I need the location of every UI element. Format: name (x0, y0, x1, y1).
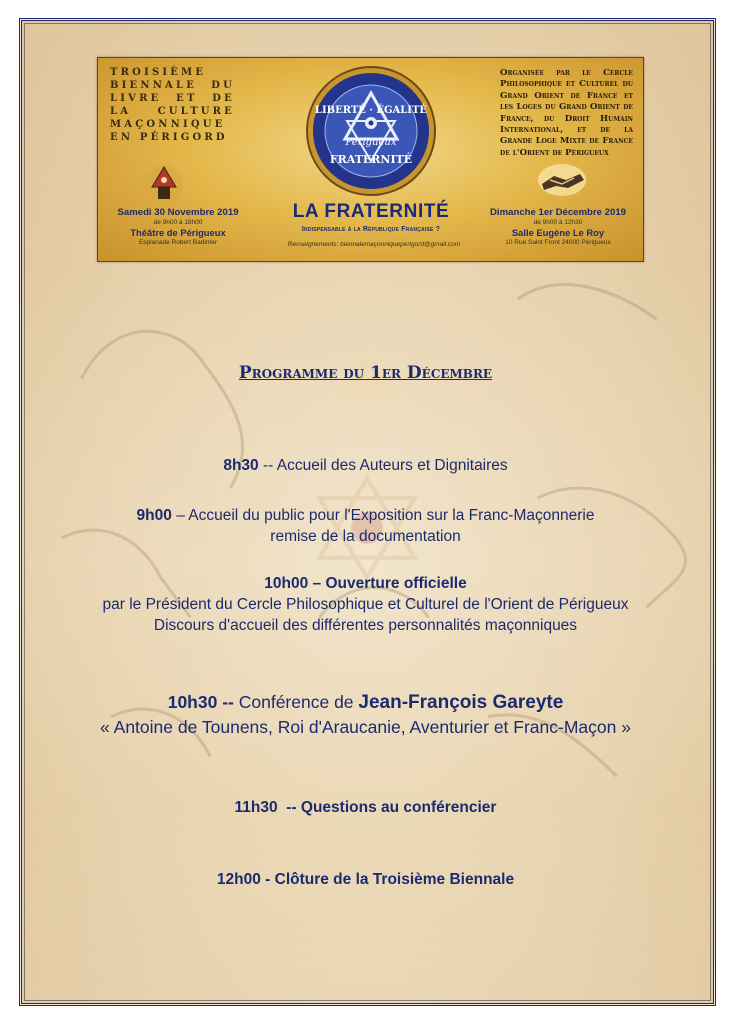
programme-item-8h30 (30, 455, 701, 476)
item-text-line2: remise de la documentation (270, 528, 461, 545)
programme-item-10h00 (30, 573, 701, 636)
item-time: 10h30 (167, 692, 218, 712)
programme-item-11h30 (30, 797, 701, 818)
item-time: 11h30 (234, 799, 278, 816)
item-text: Conférence de (238, 692, 359, 712)
sunday-info (483, 207, 633, 247)
seal-liberte-egalite: LIBERTÉ · ÉGALITÉ (314, 105, 428, 116)
saturday-hours: de 9h00 à 18h00 (153, 219, 203, 226)
item-time: 8h30 (223, 457, 259, 474)
banner-headline: LA FRATERNITÉ (292, 201, 450, 222)
item-text: Ouverture officielle (325, 575, 467, 592)
programme-item-10h30 (30, 690, 701, 740)
item-separator: -- (277, 799, 301, 816)
item-text: Accueil des Auteurs et Dignitaires (276, 457, 508, 474)
programme-item-12h00 (30, 869, 701, 890)
item-time: 12h00 (216, 871, 261, 888)
item-separator: – (308, 575, 326, 592)
saturday-date: Samedi 30 Novembre 2019 (117, 207, 239, 218)
banner-subline: Indispensable à la République Française ? (301, 226, 441, 233)
item-separator: -- (258, 457, 277, 474)
item-text: Accueil du public pour l'Exposition sur la Franc-Maçonnerie (188, 507, 595, 524)
programme-item-9h00 (30, 505, 701, 547)
saturday-address: Esplanade Robert Badinter (138, 239, 218, 246)
item-text-line3: Discours d'accueil des différentes personnalités maçonniques (153, 617, 578, 634)
saturday-info (108, 207, 248, 247)
item-separator: – (171, 507, 189, 524)
handshake-icon (536, 162, 588, 198)
sunday-venue: Salle Eugène Le Roy (511, 227, 605, 238)
saturday-venue: Théâtre de Périgueux (130, 227, 226, 238)
sunday-date: Dimanche 1er Décembre 2019 (490, 207, 626, 218)
item-separator: -- (217, 692, 239, 712)
item-separator: - (260, 871, 275, 888)
banner-organizers: Organisée par le Cercle Philosophique et Culturel du Grand Orient de France et les Loges du Grand Orient de France, du Droit Humain International, et de la Grande Loge Mixte de France de l'Orient de Périgueux (500, 68, 633, 158)
item-text-line2: par le Président du Cercle Philosophique et Culturel de l'Orient de Périgueux (102, 596, 629, 613)
item-time: 10h00 (264, 575, 309, 592)
banner-contact-email: Renseignements: biennalemaçonniqueperigord@gmail.com (287, 241, 461, 248)
speaker-name: Jean-François Gareyte (358, 692, 564, 713)
banner-event-title: TROISIÈME BIENNALE DU LIVRE ET DE LA CULTURE MAÇONNIQUE EN PÉRIGORD (110, 67, 235, 143)
item-text: Questions au conférencier (300, 799, 497, 816)
item-text-line2: « Antoine de Tounens, Roi d'Araucanie, Aventurier et Franc-Maçon » (100, 717, 631, 737)
masonic-emblem-icon (142, 163, 186, 205)
sunday-address: 10 Rue Saint Front 24000 Périgueux (505, 239, 611, 246)
seal-fraternite: FRATERNITÉ (329, 153, 413, 166)
fraternity-seal-icon (305, 65, 437, 197)
header-banner (97, 57, 644, 262)
item-time: 9h00 (136, 507, 172, 524)
sunday-hours: de 9h00 à 12h30 (533, 219, 583, 226)
programme-title: Programme du 1er Décembre (238, 363, 493, 383)
item-text: Clôture de la Troisième Biennale (274, 871, 515, 888)
seal-city: Périgueux (345, 137, 397, 148)
